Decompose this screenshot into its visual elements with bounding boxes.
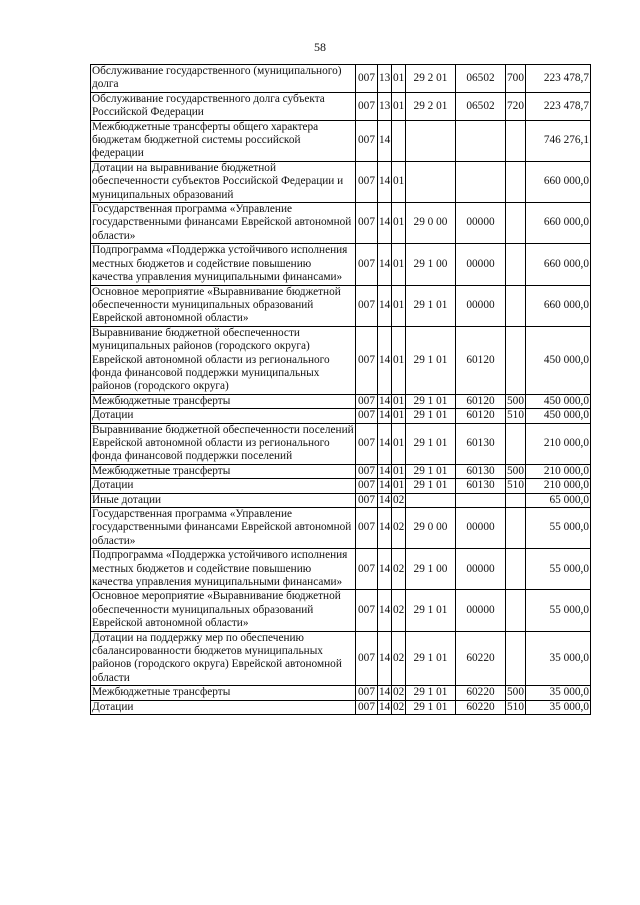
row-subsection-code: 02 — [392, 590, 406, 631]
table-row — [91, 493, 591, 507]
row-direction-code: 00000 — [456, 203, 506, 244]
row-gr-code: 007 — [356, 508, 378, 549]
row-amount: 35 000,0 — [526, 700, 591, 714]
table-row — [91, 590, 591, 631]
table-row — [91, 479, 591, 493]
row-subsection-code: 02 — [393, 686, 405, 699]
row-section-code: 14 — [378, 285, 392, 326]
row-gr-code: 007 — [356, 65, 378, 93]
row-amount: 223 478,7 — [526, 65, 591, 93]
row-section-code: 14 — [379, 394, 391, 407]
row-name: Выравнивание бюджетной обеспеченности муниципальных районов (городского округа) Еврейской автономной области из регионального фонда финансовой поддержки муниципальных районов (городского округа) — [91, 326, 356, 394]
row-program-code: 29 1 01 — [406, 285, 456, 326]
row-program-code: 29 1 01 — [406, 479, 456, 493]
row-program-code: 29 2 01 — [406, 65, 456, 93]
row-name: Обслуживание государственного (муниципального) долга — [91, 65, 356, 93]
row-gr-code: 007 — [356, 590, 378, 631]
row-subsection-code: 01 — [392, 203, 406, 244]
row-direction-code: 60220 — [456, 686, 506, 700]
row-program-code: 29 1 00 — [406, 549, 456, 590]
row-amount: 660 000,0 — [526, 244, 591, 285]
table-row — [91, 203, 591, 244]
row-amount: 55 000,0 — [526, 549, 591, 590]
row-amount: 450 000,0 — [526, 409, 591, 423]
table-row — [91, 92, 591, 120]
table-row — [91, 244, 591, 285]
row-section-code: 14 — [379, 409, 391, 422]
row-section-code: 13 — [378, 92, 392, 120]
row-direction-code: 60130 — [456, 464, 506, 478]
row-program-code — [406, 161, 456, 202]
row-section-code: 14 — [378, 631, 392, 686]
row-gr-code: 007 — [356, 285, 378, 326]
row-expense-type-code: 510 — [507, 700, 524, 713]
row-amount: 746 276,1 — [526, 120, 591, 161]
row-section-code: 14 — [379, 479, 391, 492]
row-gr-code: 007 — [356, 493, 378, 507]
row-gr-code: 007 — [356, 326, 378, 394]
row-direction-code: 60120 — [456, 326, 506, 394]
table-row — [91, 394, 591, 408]
row-section-code: 14 — [379, 464, 391, 477]
row-program-code — [406, 120, 456, 161]
row-section-code: 13 — [378, 65, 392, 93]
row-name: Дотации на выравнивание бюджетной обеспеченности субъектов Российской Федерации и муниципальных образований — [91, 161, 356, 202]
row-direction-code — [456, 493, 506, 507]
row-program-code: 29 1 01 — [406, 409, 456, 423]
row-gr-code: 007 — [356, 161, 378, 202]
row-name: Дотации — [91, 409, 356, 423]
row-subsection-code: 01 — [393, 394, 405, 407]
row-amount: 65 000,0 — [526, 493, 591, 507]
row-expense-type-code — [506, 161, 526, 202]
row-amount: 660 000,0 — [526, 285, 591, 326]
row-direction-code: 60220 — [456, 700, 506, 714]
row-section-code: 14 — [378, 549, 392, 590]
row-program-code: 29 1 01 — [406, 394, 456, 408]
row-program-code: 29 2 01 — [406, 92, 456, 120]
row-subsection-code: 01 — [392, 161, 406, 202]
table-row — [91, 631, 591, 686]
table-row — [91, 409, 591, 423]
row-amount: 35 000,0 — [526, 631, 591, 686]
budget-table — [90, 64, 591, 715]
row-name: Подпрограмма «Поддержка устойчивого исполнения местных бюджетов и содействие повышению качества управления муниципальными финансами» — [91, 244, 356, 285]
table-row — [91, 549, 591, 590]
row-gr-code: 007 — [356, 203, 378, 244]
row-amount: 210 000,0 — [526, 423, 591, 464]
row-section-code: 14 — [378, 203, 392, 244]
row-direction-code — [456, 120, 506, 161]
row-expense-type-code — [506, 508, 526, 549]
row-amount: 450 000,0 — [526, 394, 591, 408]
row-program-code: 29 1 00 — [406, 244, 456, 285]
row-direction-code: 00000 — [456, 508, 506, 549]
row-subsection-code: 01 — [392, 285, 406, 326]
row-amount: 210 000,0 — [526, 479, 591, 493]
row-expense-type-code — [506, 423, 526, 464]
row-name: Иные дотации — [91, 493, 356, 507]
row-gr-code: 007 — [356, 549, 378, 590]
row-gr-code: 007 — [356, 92, 378, 120]
row-name: Основное мероприятие «Выравнивание бюджетной обеспеченности муниципальных образований Еврейской автономной области» — [91, 285, 356, 326]
page-number: 58 — [314, 40, 326, 54]
row-name: Дотации — [91, 700, 356, 714]
row-name: Дотации на поддержку мер по обеспечению сбалансированности бюджетов муниципальных районов (городского округа) Еврейской автономной области — [91, 631, 356, 686]
table-row — [91, 65, 591, 93]
row-name: Государственная программа «Управление государственными финансами Еврейской автономной области» — [91, 508, 356, 549]
row-expense-type-code: 700 — [506, 65, 526, 93]
row-subsection-code: 02 — [393, 493, 405, 506]
row-direction-code — [456, 161, 506, 202]
row-program-code: 29 0 00 — [406, 508, 456, 549]
row-expense-type-code — [506, 285, 526, 326]
row-subsection-code: 01 — [392, 65, 406, 93]
table-row — [91, 700, 591, 714]
row-subsection-code: 01 — [393, 409, 405, 422]
row-subsection-code — [392, 120, 406, 161]
row-amount: 660 000,0 — [526, 161, 591, 202]
table-row — [91, 285, 591, 326]
row-expense-type-code: 500 — [507, 394, 524, 407]
row-name: Государственная программа «Управление государственными финансами Еврейской автономной области» — [91, 203, 356, 244]
row-amount: 210 000,0 — [526, 464, 591, 478]
row-amount: 223 478,7 — [526, 92, 591, 120]
row-program-code: 29 1 01 — [406, 423, 456, 464]
row-expense-type-code — [506, 326, 526, 394]
row-name: Дотации — [91, 479, 356, 493]
row-amount: 450 000,0 — [526, 326, 591, 394]
row-name: Выравнивание бюджетной обеспеченности поселений Еврейской автономной области из регионального фонда финансовой поддержки поселений — [92, 423, 354, 463]
row-name: Межбюджетные трансферты общего характера бюджетам бюджетной системы российской федерации — [91, 120, 356, 161]
row-program-code: 29 1 01 — [406, 590, 456, 631]
row-expense-type-code — [506, 120, 526, 161]
row-direction-code: 00000 — [456, 244, 506, 285]
row-direction-code: 60120 — [456, 409, 506, 423]
row-subsection-code: 02 — [392, 508, 406, 549]
row-section-code: 14 — [379, 686, 391, 699]
row-gr-code: 007 — [356, 244, 378, 285]
row-subsection-code: 01 — [392, 326, 406, 394]
row-direction-code: 60130 — [456, 479, 506, 493]
row-gr-code: 007 — [356, 631, 378, 686]
row-gr-code: 007 — [356, 423, 378, 464]
row-section-code: 14 — [378, 326, 392, 394]
table-row — [91, 326, 591, 394]
row-expense-type-code: 500 — [507, 686, 524, 699]
row-direction-code: 60120 — [456, 394, 506, 408]
row-direction-code: 06502 — [456, 65, 506, 93]
row-program-code — [406, 493, 456, 507]
row-section-code: 14 — [378, 244, 392, 285]
row-gr-code: 007 — [356, 479, 378, 493]
row-subsection-code: 01 — [392, 423, 406, 464]
row-expense-type-code — [506, 493, 526, 507]
row-expense-type-code: 500 — [507, 464, 524, 477]
table-row — [91, 161, 591, 202]
row-expense-type-code: 510 — [507, 409, 524, 422]
row-program-code: 29 1 01 — [406, 700, 456, 714]
row-expense-type-code — [506, 203, 526, 244]
table-row — [91, 686, 591, 700]
row-amount: 35 000,0 — [526, 686, 591, 700]
row-direction-code: 00000 — [456, 590, 506, 631]
row-amount: 55 000,0 — [526, 508, 591, 549]
table-row — [91, 423, 591, 464]
row-subsection-code: 02 — [392, 631, 406, 686]
row-direction-code: 60130 — [456, 423, 506, 464]
row-program-code: 29 1 01 — [406, 326, 456, 394]
row-gr-code: 007 — [356, 394, 378, 408]
row-subsection-code: 01 — [392, 244, 406, 285]
row-section-code: 14 — [378, 120, 392, 161]
row-gr-code: 007 — [356, 464, 378, 478]
row-expense-type-code: 510 — [507, 479, 524, 492]
row-direction-code: 60220 — [456, 631, 506, 686]
row-direction-code: 00000 — [456, 549, 506, 590]
row-name: Межбюджетные трансферты — [91, 394, 356, 408]
table-body — [91, 65, 591, 715]
row-section-code: 14 — [378, 590, 392, 631]
row-program-code: 29 1 01 — [406, 464, 456, 478]
row-direction-code: 06502 — [456, 92, 506, 120]
row-expense-type-code — [506, 549, 526, 590]
row-gr-code: 007 — [356, 686, 378, 700]
row-section-code: 14 — [379, 700, 391, 713]
row-section-code: 14 — [378, 423, 392, 464]
row-name: Подпрограмма «Поддержка устойчивого исполнения местных бюджетов и содействие повышению качества управления муниципальными финансами» — [91, 549, 356, 590]
row-program-code: 29 1 01 — [406, 686, 456, 700]
row-gr-code: 007 — [356, 120, 378, 161]
table-row — [91, 464, 591, 478]
row-expense-type-code — [506, 631, 526, 686]
row-program-code: 29 1 01 — [406, 631, 456, 686]
row-gr-code: 007 — [356, 409, 378, 423]
row-name: Основное мероприятие «Выравнивание бюджетной обеспеченности муниципальных образований Еврейской автономной области» — [91, 590, 356, 631]
row-subsection-code: 01 — [393, 464, 405, 477]
row-amount: 660 000,0 — [526, 203, 591, 244]
row-subsection-code: 01 — [393, 479, 405, 492]
table-row — [91, 508, 591, 549]
row-program-code: 29 0 00 — [406, 203, 456, 244]
row-expense-type-code — [506, 590, 526, 631]
row-name: Обслуживание государственного долга субъекта Российской Федерации — [91, 92, 356, 120]
row-amount: 55 000,0 — [526, 590, 591, 631]
table-row — [91, 120, 591, 161]
row-section-code: 14 — [379, 493, 391, 506]
row-section-code: 14 — [378, 161, 392, 202]
row-subsection-code: 02 — [392, 549, 406, 590]
row-name: Межбюджетные трансферты — [91, 464, 356, 478]
row-section-code: 14 — [378, 508, 392, 549]
row-expense-type-code: 720 — [506, 92, 526, 120]
row-subsection-code: 02 — [393, 700, 405, 713]
row-subsection-code: 01 — [392, 92, 406, 120]
row-expense-type-code — [506, 244, 526, 285]
row-name: Межбюджетные трансферты — [91, 686, 356, 700]
row-direction-code: 00000 — [456, 285, 506, 326]
row-gr-code: 007 — [356, 700, 378, 714]
